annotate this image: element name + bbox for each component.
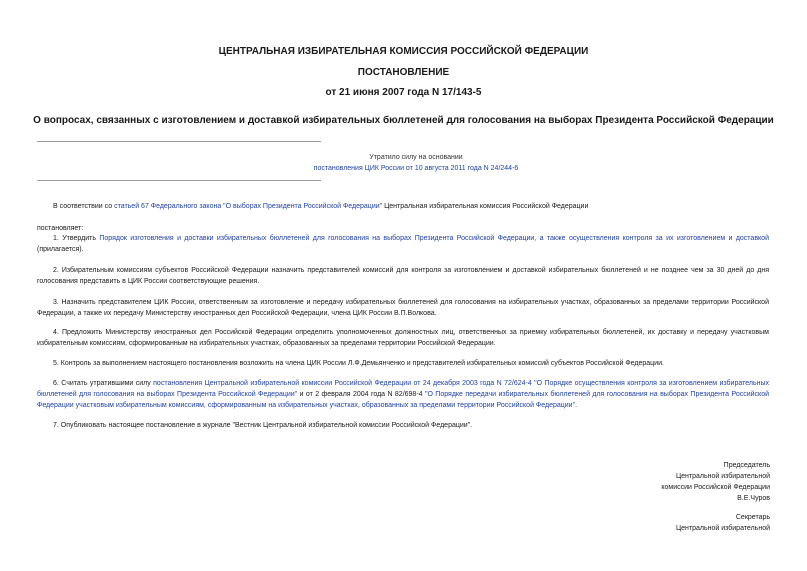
document-date-number: от 21 июня 2007 года N 17/143-5 [325,87,482,98]
secretary-title-2: Центральной избирательной [675,525,770,532]
repeal-decree-link[interactable]: постановления ЦИК России от 10 августа 2011 года N 24/244-6 [313,165,519,172]
status-note-text: Утратило силу на основании [369,154,463,161]
secretary-title-1: Секретарь [735,514,770,521]
paragraph-6 [37,378,769,411]
repealed-decree-link-2[interactable]: "О Порядке передачи избирательных бюллетеней для голосования на выборах Президента Российской Федерации участковым избирательным комиссиям, сформированным на избирательных участках, образованных за пределами территории Российской Федерации" [37,391,769,409]
paragraph-4: 4. Предложить Министерству иностранных дел Российской Федерации определить уполномоченных должностных лиц, ответственных за приемку избирательных бюллетеней, их доставку и передачу участковым избирательным комиссиям, сформированным на избирательных участках, образованных за пределами территории Российской Федерации. [37,329,769,347]
paragraph-1 [37,233,769,255]
document-type: ПОСТАНОВЛЕНИЕ [357,67,450,78]
document-title: О вопросах, связанных с изготовлением и доставкой избирательных бюллетеней для голосования на выборах Президента Российской Федерации [33,115,774,126]
divider-bottom [37,180,321,181]
repealed-decree-link-1[interactable]: постановления Центральной избирательной комиссии Российской Федерации от 24 декабря 2003 года N 72/624-4 "О Порядке осуществления контроля за изготовлением избирательных бюллетеней для голосования на выборах Президента Российской Федерации" [37,380,769,398]
paragraph-5: 5. Контроль за выполнением настоящего постановления возложить на члена ЦИК России Л.Ф.Демьянченко и представителей избирательных комиссий субъектов Российской Федерации. [53,360,664,367]
chair-signature [661,460,770,504]
chair-name: В.Е.Чуров [737,495,770,502]
paragraph-6-pre: 6. Считать утратившими силу [53,380,154,387]
paragraph-1-post: (прилагается). [37,246,84,253]
paragraph-6-mid: и от 2 февраля 2004 года N 82/698-4 [297,391,425,398]
chair-title-2: Центральной избирательной [675,473,770,480]
paragraph-2: 2. Избирательным комиссиям субъектов Российской Федерации назначить представителей комиссий для контроля за изготовлением и доставкой избирательных бюллетеней и не позднее чем за 30 дней до дня голосования представить в ЦИК России соответствующие решения. [37,267,769,285]
chair-title-1: Председатель [723,462,770,469]
issuing-organization: ЦЕНТРАЛЬНАЯ ИЗБИРАТЕЛЬНАЯ КОМИССИЯ РОССИЙСКОЙ ФЕДЕРАЦИИ [218,46,589,57]
paragraph-3: 3. Назначить представителем ЦИК России, ответственным за изготовление и передачу избирательных бюллетеней для голосования на избирательных участках, образованных за пределами территории Российской Федерации, а также их передачу Министерству иностранных дел Российской Федерации, члена ЦИК России В.П.Волкова. [37,299,769,317]
preamble-pre: В соответствии со [53,203,115,210]
paragraph-6-post: . [575,402,578,409]
divider-top [37,141,321,142]
paragraph-1-pre: 1. Утвердить [53,235,100,242]
secretary-signature [676,512,770,534]
procedure-link[interactable]: Порядок изготовления и доставки избирательных бюллетеней для голосования на выборах Президента Российской Федерации, а также осуществления контроля за их изготовлением и доставкой [99,235,769,242]
status-note-link-line [260,163,572,174]
paragraph-7: 7. Опубликовать настоящее постановление в журнале "Вестник Центральной избирательной комиссии Российской Федерации". [53,422,473,429]
chair-title-3: комиссии Российской Федерации [661,484,770,491]
preamble-post: Центральная избирательная комиссия Российской Федерации [382,203,589,210]
law-article-link[interactable]: статьей 67 Федерального закона "О выборах Президента Российской Федерации" [114,203,383,210]
preamble-paragraph [37,201,769,212]
resolves-label: постановляет: [37,225,84,232]
